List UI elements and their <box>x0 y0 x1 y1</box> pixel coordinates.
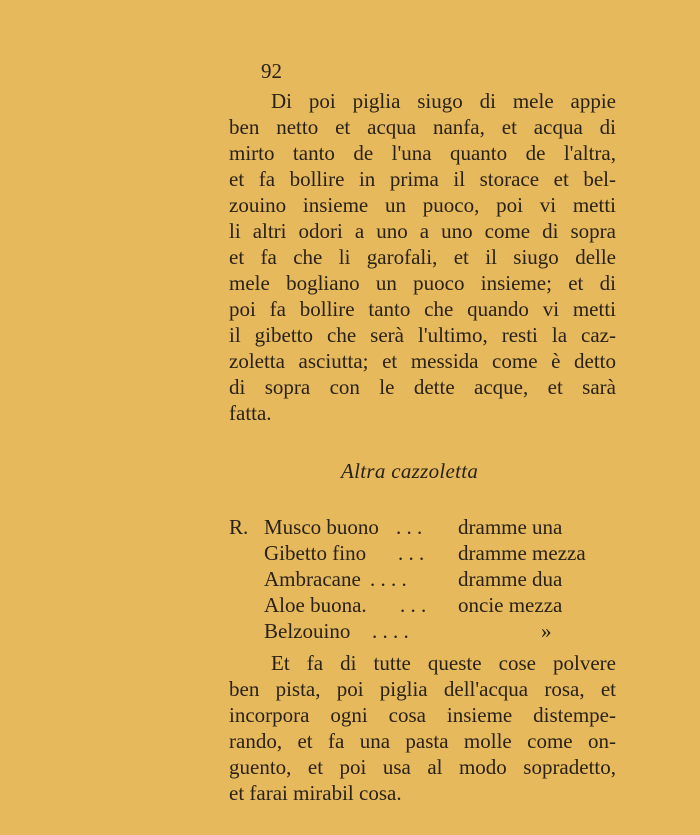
paragraph-line: di sopra con le dette acque, et sarà <box>229 375 616 399</box>
recipe-dots: . . . <box>400 593 427 617</box>
recipe-ingredient: Ambracane <box>264 567 361 591</box>
paragraph-line: fatta. <box>229 401 272 425</box>
recipe-dots: . . . <box>398 541 425 565</box>
paragraph-line: ben pista, poi piglia dell'acqua rosa, et <box>229 677 616 701</box>
recipe-ingredient: Belzouino <box>264 619 351 643</box>
paragraph-line: mirto tanto de l'una quanto de l'altra, <box>229 141 616 165</box>
paragraph-line: incorpora ogni cosa insieme distempe- <box>229 703 616 727</box>
paragraph-line: zouino insieme un puoco, poi vi metti <box>229 193 616 217</box>
paragraph-line: guento, et poi usa al modo sopradetto, <box>229 755 616 779</box>
recipe-ingredient: Aloe buona. <box>264 593 367 617</box>
paragraph-line: poi fa bollire tanto che quando vi metti <box>229 297 616 321</box>
recipe-dots: . . . . <box>372 619 409 643</box>
paragraph-line: rando, et fa una pasta molle come on- <box>229 729 616 753</box>
paragraph-line: ben netto et acqua nanfa, et acqua di <box>229 115 616 139</box>
recipe-amount: dramme dua <box>458 567 563 591</box>
recipe-amount: dramme una <box>458 515 563 539</box>
paragraph-line: li altri odori a uno a uno come di sopra <box>229 219 616 243</box>
paragraph-line: Et fa di tutte queste cose polvere <box>271 651 616 675</box>
recipe-amount: » <box>541 619 552 643</box>
paragraph-line: Di poi piglia siugo di mele appie <box>271 89 616 113</box>
page-number: 92 <box>261 59 282 83</box>
recipe-amount: dramme mezza <box>458 541 586 565</box>
paragraph-line: et farai mirabil cosa. <box>229 781 402 805</box>
recipe-ingredient: Musco buono <box>264 515 379 539</box>
paragraph-line: et fa bollire in prima il storace et bel- <box>229 167 616 191</box>
recipe-ingredient: Gibetto fino <box>264 541 367 565</box>
paragraph-line: zoletta asciutta; et messida come è detto <box>229 349 616 373</box>
paragraph-line: il gibetto che serà l'ultimo, resti la caz- <box>229 323 616 347</box>
section-title: Altra cazzoletta <box>341 459 479 483</box>
recipe-dots: . . . <box>396 515 423 539</box>
paragraph-line: et fa che li garofali, et il siugo delle <box>229 245 616 269</box>
paragraph-line: mele bogliano un puoco insieme; et di <box>229 271 616 295</box>
recipe-marker: R. <box>229 515 249 539</box>
recipe-dots: . . . . <box>370 567 407 591</box>
recipe-amount: oncie mezza <box>458 593 563 617</box>
